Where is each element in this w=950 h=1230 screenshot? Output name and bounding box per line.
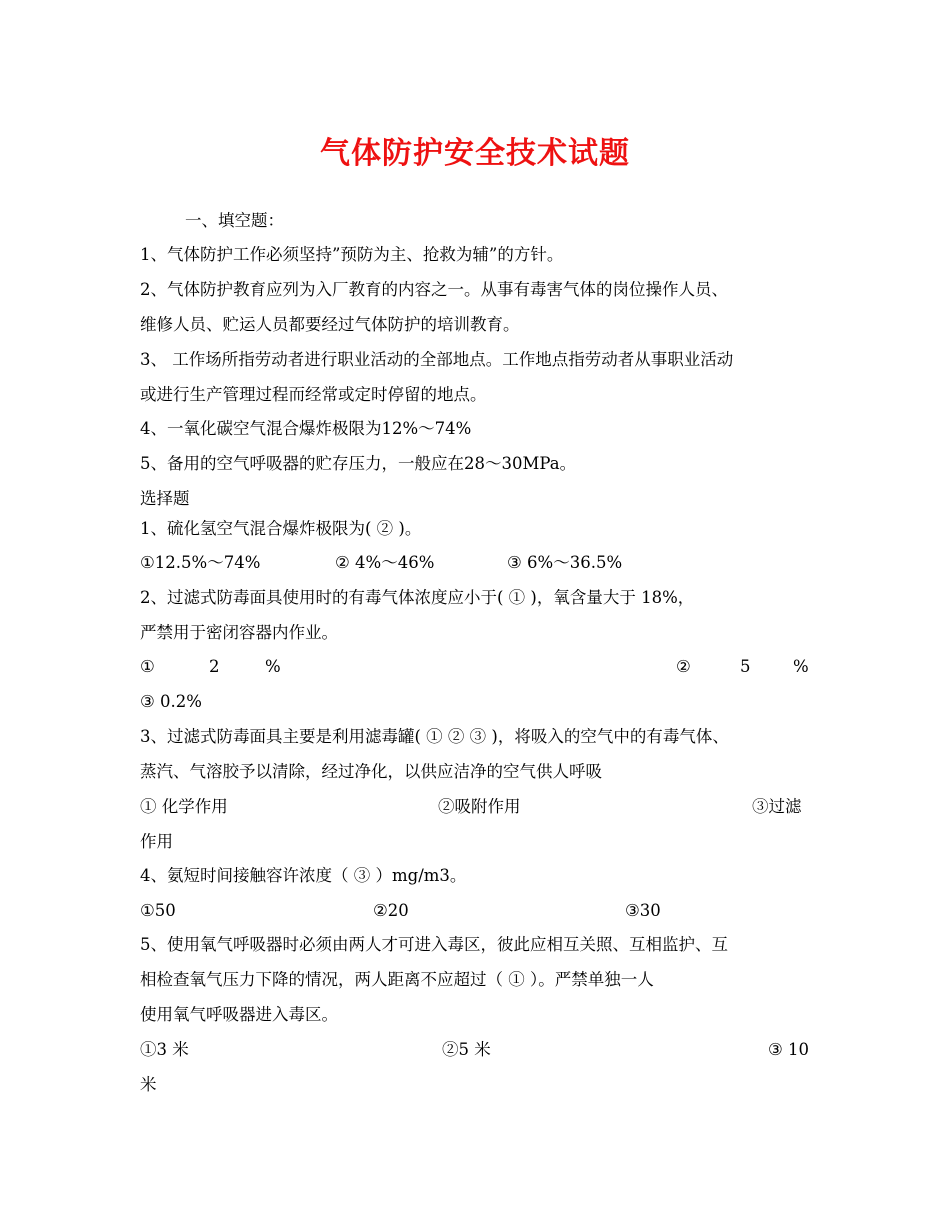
choice-question-3-option-3-continued: 作用 <box>140 832 173 851</box>
option-1: ①3 米 <box>140 1040 189 1059</box>
option-2: ②5 米 <box>442 1040 491 1059</box>
fill-blank-question-5: 5、备用的空气呼吸器的贮存压力，一般应在28～30MPa。 <box>140 454 577 473</box>
option-2: ②20 <box>373 901 409 920</box>
option-3: ③ 10 <box>768 1040 810 1059</box>
choice-question-5-option-3-continued: 米 <box>140 1075 157 1094</box>
option-3: ③30 <box>625 901 661 920</box>
option-1: ①12.5%～74% <box>140 553 261 572</box>
fill-blank-question-3-line-2: 或进行生产管理过程而经常或定时停留的地点。 <box>140 385 487 404</box>
choice-question-3-stem-line-2: 蒸汽、气溶胶予以清除，经过净化，以供应洁净的空气供人呼吸 <box>140 762 602 781</box>
choice-heading: 选择题 <box>140 489 190 508</box>
option-1: ① 化学作用 <box>140 797 228 816</box>
fill-blank-question-1: 1、气体防护工作必须坚持”预防为主、抢救为辅”的方针。 <box>140 245 564 264</box>
option-2-unit: % <box>793 657 809 676</box>
option-2: ② 4%～46% <box>335 553 435 572</box>
option-1-marker: ① <box>140 657 155 676</box>
fill-blank-question-2-line-2: 维修人员、贮运人员都要经过气体防护的培训教育。 <box>140 315 520 334</box>
fill-blank-question-2-line-1: 2、气体防护教育应列为入厂教育的内容之一。从事有毒害气体的岗位操作人员、 <box>140 280 728 299</box>
fill-blank-question-4: 4、一氧化碳空气混合爆炸极限为12%～74% <box>140 419 472 438</box>
option-2: ②吸附作用 <box>438 797 521 816</box>
option-2-value: 5 <box>740 657 751 676</box>
option-2-marker: ② <box>676 657 691 676</box>
fill-blank-heading: 一、填空题： <box>185 211 284 230</box>
option-3: ③过滤 <box>752 797 802 816</box>
choice-question-5-stem-line-1: 5、使用氧气呼吸器时必须由两人才可进入毒区，彼此应相互关照、互相监护、互 <box>140 935 728 954</box>
option-1-value: 2 <box>209 657 220 676</box>
option-1: ①50 <box>140 901 176 920</box>
option-3: ③ 6%～36.5% <box>507 553 623 572</box>
choice-question-2-option-3: ③ 0.2% <box>140 692 202 711</box>
choice-question-5-stem-line-2: 相检查氧气压力下降的情况，两人距离不应超过（ ① ）。严禁单独一人 <box>140 970 654 989</box>
option-1-unit: % <box>265 657 281 676</box>
choice-question-2-stem-line-2: 严禁用于密闭容器内作业。 <box>140 623 338 642</box>
choice-question-5-stem-line-3: 使用氧气呼吸器进入毒区。 <box>140 1005 338 1024</box>
page-title: 气体防护安全技术试题 <box>320 136 630 171</box>
fill-blank-question-3-line-1: 3、 工作场所指劳动者进行职业活动的全部地点。工作地点指劳动者从事职业活动 <box>140 350 734 369</box>
choice-question-1-stem: 1、硫化氢空气混合爆炸极限为( ② )。 <box>140 519 422 538</box>
choice-question-2-stem-line-1: 2、过滤式防毒面具使用时的有毒气体浓度应小于( ① )，氧含量大于 18%， <box>140 588 695 607</box>
choice-question-4-stem: 4、氨短时间接触容许浓度（ ③ ）mg/m3。 <box>140 866 467 885</box>
choice-question-3-stem-line-1: 3、过滤式防毒面具主要是利用滤毒罐( ① ② ③ )，将吸入的空气中的有毒气体、 <box>140 727 729 746</box>
